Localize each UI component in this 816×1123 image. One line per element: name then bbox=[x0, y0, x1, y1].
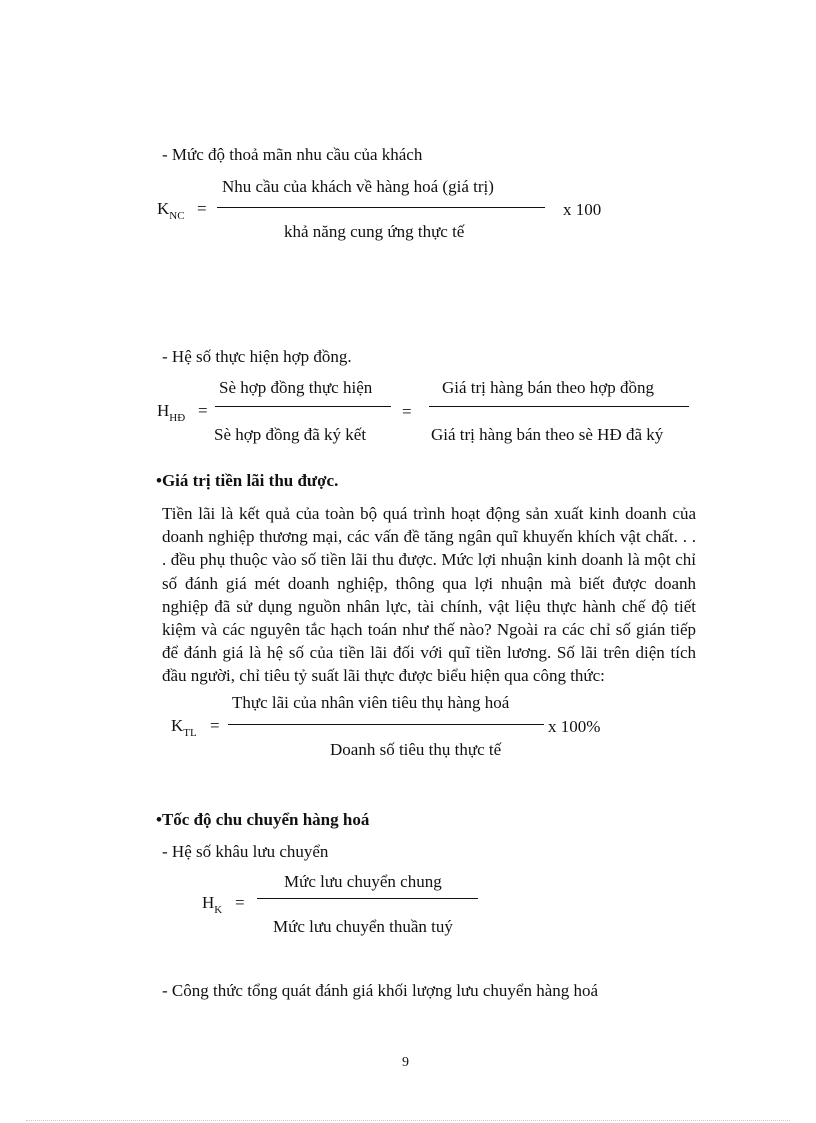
turnover-subheading: - Hệ số khâu lưu chuyển bbox=[162, 842, 329, 861]
fraction-bar bbox=[429, 406, 689, 407]
turnover-heading: •Tốc độ chu chuyển hàng hoá bbox=[156, 810, 370, 829]
bullet-icon: • bbox=[156, 471, 162, 490]
fraction-bar bbox=[217, 207, 545, 208]
k-tl-symbol: $K_{TL}$ bbox=[171, 716, 197, 739]
equals-sign: = bbox=[210, 716, 220, 735]
fraction-bar bbox=[215, 406, 391, 407]
fraction-bar bbox=[257, 898, 478, 899]
k-tl-multiplier: x 100% bbox=[548, 717, 601, 736]
h-k-symbol: $H_K$ bbox=[202, 893, 223, 916]
h-hd-numerator-1: Sè hợp đồng thực hiện bbox=[219, 378, 373, 397]
closing-line: - Công thức tổng quát đánh giá khối lượng lưu chuyển hàng hoá bbox=[162, 981, 599, 1000]
h-hd-numerator-2: Giá trị hàng bán theo hợp đồng bbox=[442, 378, 655, 397]
h-k-denominator: Mức lưu chuyển thuần tuý bbox=[273, 917, 453, 936]
equals-sign: = bbox=[402, 402, 412, 421]
satisfaction-heading: - Mức độ thoả mãn nhu cầu của khách bbox=[162, 145, 423, 164]
page-bottom-divider bbox=[26, 1120, 790, 1121]
k-tl-numerator: Thực lãi của nhân viên tiêu thụ hàng hoá bbox=[232, 693, 510, 712]
profit-paragraph: Tiền lãi là kết quả của toàn bộ quá trình hoạt động sản xuất kinh doanh của doanh nghiệp thương mại, các vấn đề tăng ngân quĩ khuyến khích vật chất. . . . đều phụ thuộc vào số tiền lãi thu được. Mức lợi nhuận kinh doanh là một chỉ số đánh giá mét doanh nghiệp, thông qua lợi nhuận mà biết được doanh nghiệp đã sử dụng nguồn nhân lực, tài chính, vật liệu thực hành chế độ tiết kiệm và các nguyên tắc hạch toán như thế nào? Ngoài ra các chỉ số gián tiếp để đánh giá là hệ số của tiền lãi đối với quĩ tiền lương. Số lãi trên diện tích đầu người, chỉ tiêu tỷ suất lãi thực được biểu hiện qua công thức: bbox=[162, 504, 696, 686]
h-hd-symbol: $H_{HĐ}$ bbox=[157, 401, 186, 424]
equals-sign: = bbox=[235, 893, 245, 912]
k-nc-symbol: $K_{NC}$ bbox=[157, 199, 185, 222]
h-hd-denominator-1: Sè hợp đồng đã ký kết bbox=[214, 425, 367, 444]
page-number: 9 bbox=[402, 1055, 409, 1070]
equals-sign: = bbox=[197, 199, 207, 218]
profit-heading: •Giá trị tiền lãi thu được. bbox=[156, 471, 339, 490]
bullet-icon: • bbox=[156, 810, 162, 829]
equals-sign: = bbox=[198, 401, 208, 420]
h-hd-denominator-2: Giá trị hàng bán theo sè HĐ đã ký bbox=[431, 425, 664, 444]
k-nc-numerator: Nhu cầu của khách về hàng hoá (giá trị) bbox=[222, 177, 494, 196]
k-nc-multiplier: x 100 bbox=[563, 200, 602, 219]
k-nc-denominator: khả năng cung ứng thực tế bbox=[284, 222, 465, 241]
k-tl-denominator: Doanh số tiêu thụ thực tế bbox=[330, 740, 502, 759]
fraction-bar bbox=[228, 724, 544, 725]
h-k-numerator: Mức lưu chuyển chung bbox=[284, 872, 442, 891]
contract-heading: - Hệ số thực hiện hợp đồng. bbox=[162, 347, 352, 366]
